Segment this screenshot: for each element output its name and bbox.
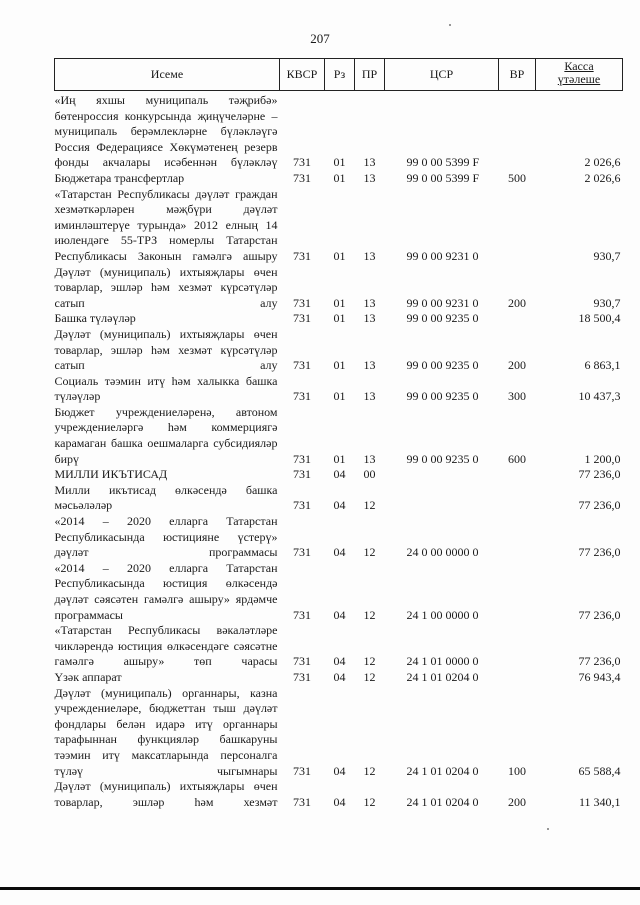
row-rz: 04 xyxy=(333,607,346,622)
row-vr xyxy=(499,514,536,561)
row-name: «2014 – 2020 елларга Татарстан Республикасында юстицияне үстерү» дәүләт программасы xyxy=(54,514,278,560)
column-header-csr: ЦСР xyxy=(385,59,499,91)
row-cash-execution: 930,7 xyxy=(593,248,621,263)
table-row xyxy=(55,91,623,171)
table-body xyxy=(55,91,623,811)
scan-speck xyxy=(449,24,451,26)
row-name: Дәүләт (муниципаль) ихтыяҗлары өчен товарлар, эшләр һәм хезмәт xyxy=(54,779,278,809)
row-csr: 24 1 01 0204 0 xyxy=(406,794,479,809)
row-pr: 13 xyxy=(363,389,376,404)
row-rz: 01 xyxy=(333,358,346,373)
row-vr: 600 xyxy=(508,451,526,466)
row-cash-execution: 18 500,4 xyxy=(578,311,621,326)
row-name: МИЛЛИ ИКЪТИСАД xyxy=(54,467,168,482)
row-csr: 99 0 00 9231 0 xyxy=(406,295,479,310)
row-pr: 13 xyxy=(363,295,376,310)
row-rz: 04 xyxy=(333,794,346,809)
row-pr: 13 xyxy=(363,155,376,170)
budget-table xyxy=(54,58,623,810)
column-header-kvsr: КВСР xyxy=(280,59,325,91)
row-pr: 13 xyxy=(363,170,376,185)
row-name: «Татарстан Республикасы вәкаләтләре чикләрендә юстиция өлкәсендәге сәясәтне гамәлгә ашыру» төп чарасы xyxy=(54,623,278,669)
table-row xyxy=(55,265,623,312)
column-header-cash-execution-text: Касса үтәлеше xyxy=(557,59,601,86)
column-header-rz: Рз xyxy=(325,59,355,91)
row-csr: 99 0 00 9235 0 xyxy=(406,311,479,326)
row-cash-execution: 2 026,6 xyxy=(584,170,621,185)
row-rz: 04 xyxy=(333,763,346,778)
row-rz: 01 xyxy=(333,389,346,404)
row-pr: 12 xyxy=(363,763,376,778)
scan-speck xyxy=(547,828,549,830)
row-cash-execution: 76 943,4 xyxy=(578,669,621,684)
row-kvsr: 731 xyxy=(293,389,311,404)
row-vr xyxy=(499,311,536,327)
table-row xyxy=(55,187,623,265)
table-row xyxy=(55,327,623,374)
row-name: «2014 – 2020 елларга Татарстан Республикасында юстиция өлкәсендә дәүләт сәясәтен гамәлгә ашыру» ярдәмче программасы xyxy=(54,560,278,622)
row-cash-execution: 77 236,0 xyxy=(578,545,621,560)
row-kvsr: 731 xyxy=(293,358,311,373)
table-row xyxy=(55,623,623,670)
row-rz: 01 xyxy=(333,295,346,310)
row-kvsr: 731 xyxy=(293,311,311,326)
table-row xyxy=(55,467,623,483)
column-header-cash-execution xyxy=(536,59,623,91)
row-rz: 01 xyxy=(333,170,346,185)
row-kvsr: 731 xyxy=(293,451,311,466)
row-csr: 24 1 00 0000 0 xyxy=(406,607,479,622)
row-kvsr: 731 xyxy=(293,607,311,622)
row-csr: 24 0 00 0000 0 xyxy=(406,545,479,560)
row-name: Бюджетара трансфертлар xyxy=(54,170,185,185)
row-name: Милли икътисад өлкәсендә башка мәсьәләләр xyxy=(54,482,278,513)
row-vr: 100 xyxy=(508,763,526,778)
row-cash-execution: 10 437,3 xyxy=(578,389,621,404)
budget-table-container xyxy=(54,58,622,810)
row-pr: 12 xyxy=(363,669,376,684)
row-pr: 12 xyxy=(363,607,376,622)
table-row xyxy=(55,311,623,327)
row-name: Дәүләт (муниципаль) ихтыяҗлары өчен товарлар, эшләр һәм хезмәт күрсәтүләр сатып алу xyxy=(54,326,278,373)
row-csr: 99 0 00 9235 0 xyxy=(406,358,479,373)
row-kvsr: 731 xyxy=(293,498,311,513)
row-rz: 04 xyxy=(333,498,346,513)
row-vr: 500 xyxy=(508,170,526,185)
row-name: Социаль тәэмин итү һәм халыкка башка түләүләр xyxy=(54,373,278,404)
table-row xyxy=(55,779,623,810)
row-kvsr: 731 xyxy=(293,763,311,778)
row-name: Үзәк аппарат xyxy=(54,669,122,684)
row-pr: 13 xyxy=(363,451,376,466)
row-pr: 00 xyxy=(363,467,376,482)
row-vr: 200 xyxy=(508,295,526,310)
row-pr: 13 xyxy=(363,358,376,373)
row-pr: 12 xyxy=(363,498,376,513)
column-header-name: Исеме xyxy=(55,59,280,91)
table-row xyxy=(55,483,623,514)
row-name: «Иң яхшы муниципаль тәҗрибә» бөтенроссия конкурсында җиңүчеләрне – муниципаль берәмлекләрне бүләкләүгә Россия Федерациясе Хөкүмәтенең резерв фонды акчалары исәбеннән бүләкләү xyxy=(54,93,278,170)
row-vr xyxy=(499,467,536,483)
row-kvsr: 731 xyxy=(293,295,311,310)
column-header-pr: ПР xyxy=(355,59,385,91)
row-pr: 13 xyxy=(363,311,376,326)
row-cash-execution: 77 236,0 xyxy=(578,467,621,482)
row-cash-execution: 77 236,0 xyxy=(578,654,621,669)
row-pr: 13 xyxy=(363,248,376,263)
table-row xyxy=(55,561,623,623)
row-rz: 01 xyxy=(333,311,346,326)
row-name: «Татарстан Республикасы дәүләт граждан хезмәткәрләрен мәҗбүри дәүләт иминләштерүе турында» 2012 елның 14 июлендәге 55-ТРЗ номерлы Татарстан Республикасы Законын гамәлгә ашыру xyxy=(54,186,278,263)
row-rz: 01 xyxy=(333,155,346,170)
row-vr xyxy=(499,91,536,171)
table-row xyxy=(55,374,623,405)
row-kvsr: 731 xyxy=(293,170,311,185)
row-csr xyxy=(385,467,499,483)
row-csr: 99 0 00 5399 F xyxy=(406,155,480,170)
row-csr: 24 1 01 0204 0 xyxy=(406,669,479,684)
row-csr: 99 0 00 9235 0 xyxy=(406,451,479,466)
row-rz: 01 xyxy=(333,451,346,466)
row-cash-execution: 930,7 xyxy=(593,295,621,310)
table-row xyxy=(55,514,623,561)
row-cash-execution: 77 236,0 xyxy=(578,607,621,622)
row-name: Бюджет учреждениеләренә, автоном учреждениеләргә һәм коммерциягә карамаган башка оешмаларга субсидияләр бирү xyxy=(54,404,278,466)
row-kvsr: 731 xyxy=(293,155,311,170)
table-row xyxy=(55,171,623,187)
row-csr xyxy=(385,483,499,514)
row-csr: 99 0 00 9231 0 xyxy=(406,248,479,263)
row-cash-execution: 11 340,1 xyxy=(578,794,621,809)
row-rz: 04 xyxy=(333,654,346,669)
row-rz: 04 xyxy=(333,545,346,560)
row-rz: 04 xyxy=(333,669,346,684)
row-cash-execution: 1 200,0 xyxy=(584,451,621,466)
table-header xyxy=(55,59,623,91)
page-number: 207 xyxy=(310,31,330,46)
row-kvsr: 731 xyxy=(293,467,311,482)
table-row xyxy=(55,686,623,780)
row-cash-execution: 77 236,0 xyxy=(578,498,621,513)
column-header-vr: ВР xyxy=(499,59,536,91)
row-pr: 12 xyxy=(363,654,376,669)
row-cash-execution: 2 026,6 xyxy=(584,155,621,170)
row-name: Башка түләүләр xyxy=(54,311,136,326)
row-name: Дәүләт (муниципаль) органнары, казна учреждениеләре, бюджеттан тыш дәүләт фондлары белән идарә итү органнары тарафыннан функцияләр башкаруны тәэмин итү максатларында персоналга түләү чыгымнары xyxy=(54,685,278,778)
row-vr: 300 xyxy=(508,389,526,404)
row-vr: 200 xyxy=(508,358,526,373)
row-csr: 99 0 00 9235 0 xyxy=(406,389,479,404)
row-vr xyxy=(499,561,536,623)
row-kvsr: 731 xyxy=(293,654,311,669)
row-rz: 01 xyxy=(333,248,346,263)
table-row xyxy=(55,670,623,686)
row-vr xyxy=(499,670,536,686)
row-kvsr: 731 xyxy=(293,545,311,560)
row-pr: 12 xyxy=(363,794,376,809)
row-csr: 99 0 00 5399 F xyxy=(406,170,480,185)
row-cash-execution: 65 588,4 xyxy=(578,763,621,778)
scan-border-line xyxy=(0,887,640,890)
row-vr xyxy=(499,483,536,514)
row-vr xyxy=(499,187,536,265)
row-kvsr: 731 xyxy=(293,248,311,263)
row-vr xyxy=(499,623,536,670)
table-row xyxy=(55,405,623,467)
row-pr: 12 xyxy=(363,545,376,560)
row-kvsr: 731 xyxy=(293,794,311,809)
row-kvsr: 731 xyxy=(293,669,311,684)
row-vr: 200 xyxy=(508,794,526,809)
row-csr: 24 1 01 0000 0 xyxy=(406,654,479,669)
row-cash-execution: 6 863,1 xyxy=(584,358,621,373)
row-csr: 24 1 01 0204 0 xyxy=(406,763,479,778)
row-rz: 04 xyxy=(333,467,346,482)
row-name: Дәүләт (муниципаль) ихтыяҗлары өчен товарлар, эшләр һәм хезмәт күрсәтүләр сатып алу xyxy=(54,264,278,310)
